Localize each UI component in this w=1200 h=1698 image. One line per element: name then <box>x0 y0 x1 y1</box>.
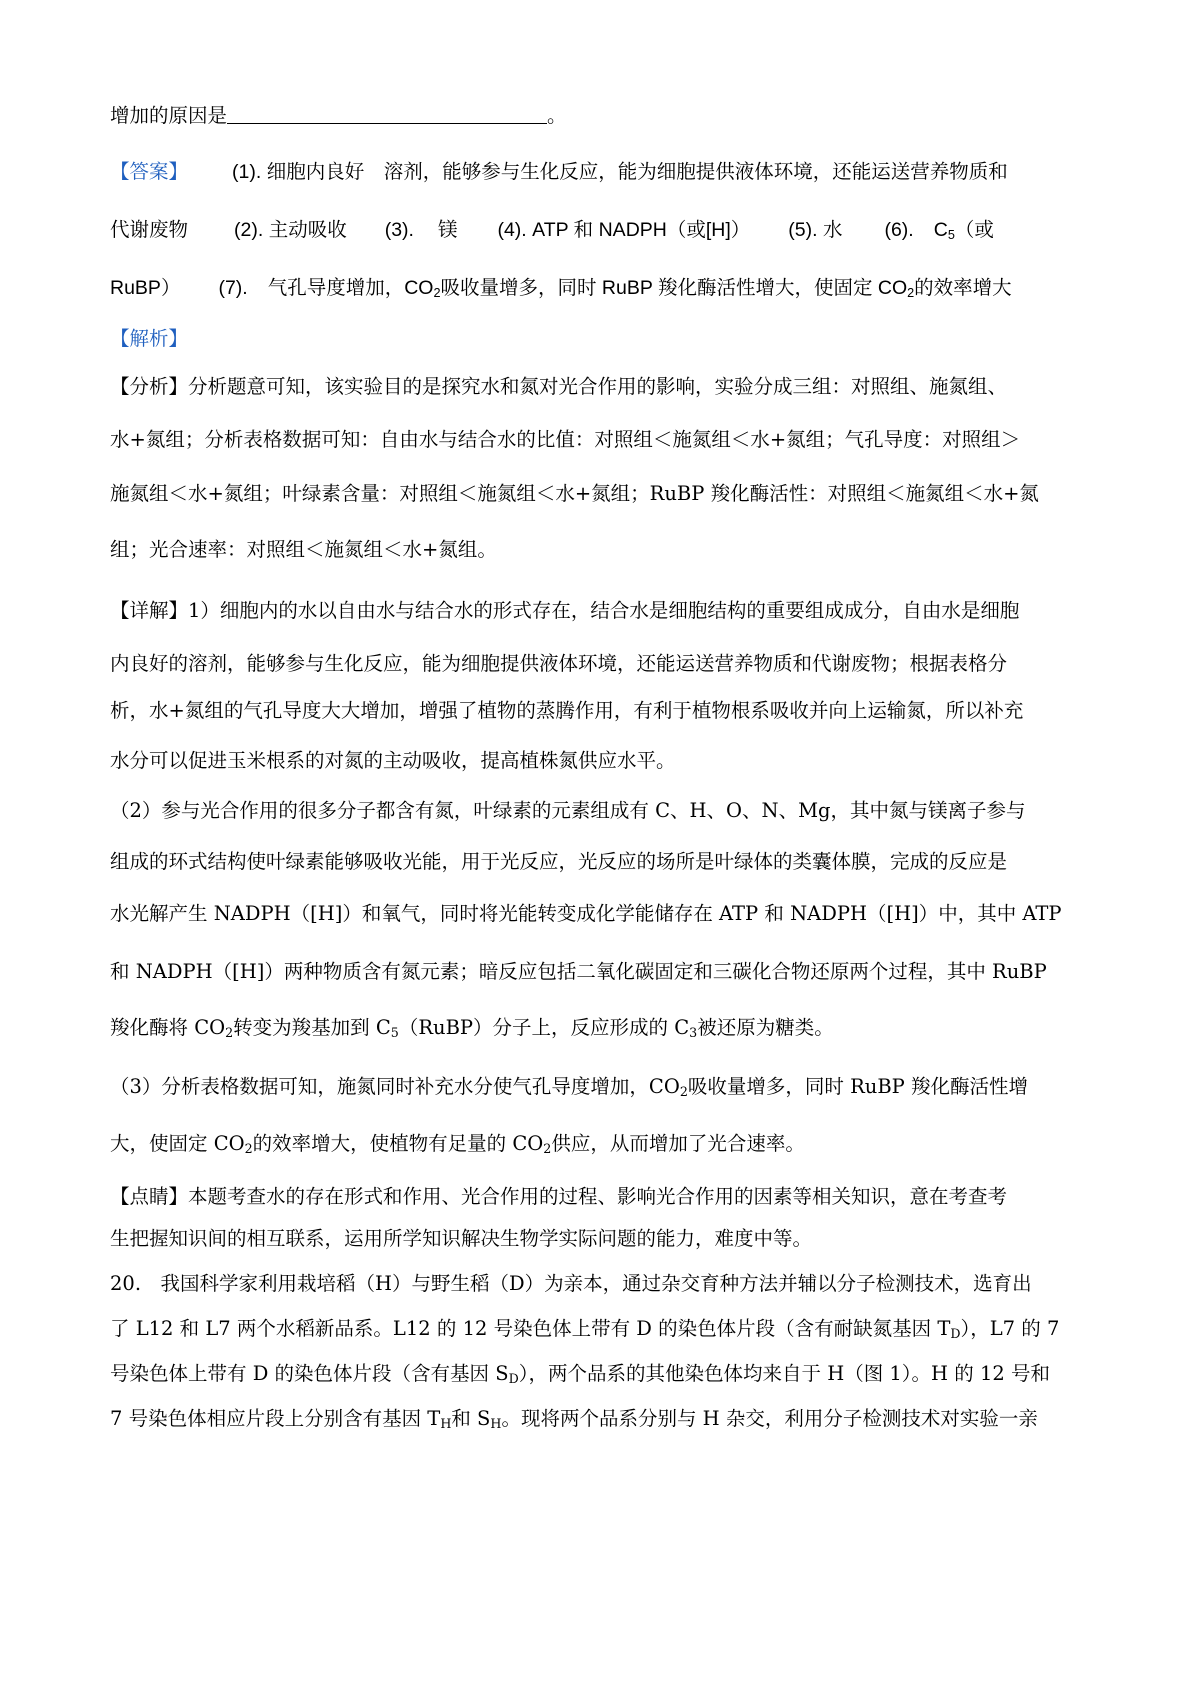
question-end: 。 <box>547 104 567 127</box>
analysis-fenxi-1 <box>110 373 1100 401</box>
detail-p1-3: 析，水+氮组的气孔导度大大增加，增强了植物的蒸腾作用，有利于植物根系吸收并向上运输氮，所以补充 <box>110 699 1024 722</box>
p2-last-c: （RuBP）分子上，反应形成的 C <box>398 1016 690 1039</box>
answer-num-5: (5). <box>788 219 818 241</box>
detail-p1-text: 1）细胞内的水以自由水与结合水的形式存在，结合水是细胞结构的重要组成成分，自由水是细胞 <box>188 599 1020 622</box>
answer-text-5: 水 <box>822 219 843 241</box>
answer-num-3: (3). <box>384 219 414 241</box>
p3-l2-s1: 2 <box>244 1141 253 1157</box>
answer-text-2: 主动吸收 <box>268 219 347 241</box>
dianjing-1 <box>110 1183 1100 1211</box>
q20-line-3 <box>110 1360 1100 1388</box>
detail-p2-1: （2）参与光合作用的很多分子都含有氮，叶绿素的元素组成有 C、H、O、N、Mg，其中氮与镁离子参与 <box>110 799 1026 822</box>
analysis-label: 【解析】 <box>110 327 189 350</box>
p2-last-b: 转变为羧基加到 C <box>233 1016 391 1039</box>
fenxi-label: 【分析】 <box>110 375 189 398</box>
answer-sub-6: 5 <box>947 228 955 243</box>
detail-p2-3: 水光解产生 NADPH（[H]）和氧气，同时将光能转变成化学能储存在 ATP 和 NADPH（[H]）中，其中 ATP <box>110 902 1062 925</box>
answer-text-3: 镁 <box>437 219 458 241</box>
fenxi-text: 分析题意可知，该实验目的是探究水和氮对光合作用的影响，实验分成三组：对照组、施氮组、 <box>188 375 1008 398</box>
answer-num-1: (1). <box>232 161 262 183</box>
p2-last-s3: 3 <box>689 1025 698 1041</box>
dianjing-label: 【点睛】 <box>110 1185 189 1208</box>
detail-p1-1 <box>110 597 1100 625</box>
q20-l4-s2: H <box>490 1416 502 1432</box>
detail-p1-4: 水分可以促进玉米根系的对氮的主动吸收，提高植株氮供应水平。 <box>110 749 676 772</box>
answer-text-7a: 气孔导度增加，CO <box>267 277 434 299</box>
detail-p3-1 <box>110 1073 1100 1101</box>
p2-last-s2: 5 <box>390 1025 399 1041</box>
answer-text-6b: （或 <box>954 219 994 241</box>
answer-sub-7b: 2 <box>907 286 915 301</box>
answer-line-1 <box>110 158 1100 186</box>
answer-num-2: (2). <box>234 219 264 241</box>
q20-line-1: 20. 我国科学家利用栽培稻（H）与野生稻（D）为亲本，通过杂交育种方法并辅以分子检测技术，选育出 <box>110 1272 1032 1295</box>
p3-l2-b: 的效率增大，使植物有足量的 CO <box>252 1132 544 1155</box>
answer-text-7b: 吸收量增多，同时 RuBP 羧化酶活性增大，使固定 CO <box>440 277 908 299</box>
p2-last-s1: 2 <box>225 1025 234 1041</box>
p3-l2-a: 大，使固定 CO <box>110 1132 245 1155</box>
question-tail <box>110 102 1100 130</box>
detail-p1-2: 内良好的溶剂，能够参与生化反应，能为细胞提供液体环境，还能运送营养物质和代谢废物；根据表格分 <box>110 652 1008 675</box>
q20-l3-s1: D <box>508 1371 519 1387</box>
dianjing-text: 本题考查水的存在形式和作用、光合作用的过程、影响光合作用的因素等相关知识，意在考查考 <box>188 1185 1008 1208</box>
answer-text-1: 细胞内良好 溶剂，能够参与生化反应，能为细胞提供液体环境，还能运送营养物质和 <box>266 161 1008 183</box>
dianjing-2: 生把握知识间的相互联系，运用所学知识解决生物学实际问题的能力，难度中等。 <box>110 1227 813 1250</box>
answer-line-3 <box>110 274 1100 302</box>
answer-text-6-cont: RuBP） <box>110 277 181 299</box>
q20-line-2 <box>110 1315 1100 1343</box>
q20-l4-b: 和 S <box>451 1407 491 1430</box>
q20-l3-b: ），两个品系的其他染色体均来自于 H（图 1）。H 的 12 号和 <box>518 1362 1050 1385</box>
answer-num-4: (4). <box>497 219 527 241</box>
answer-num-6: (6). <box>884 219 914 241</box>
q20-l3-a: 号染色体上带有 D 的染色体片段（含有基因 S <box>110 1362 509 1385</box>
q20-line-4 <box>110 1405 1100 1433</box>
q20-l4-a: 7 号染色体相应片段上分别含有基因 T <box>110 1407 441 1430</box>
analysis-fenxi-3: 施氮组＜水+氮组；叶绿素含量：对照组＜施氮组＜水+氮组；RuBP 羧化酶活性：对照组＜施氮组＜水+氮 <box>110 482 1039 505</box>
detail-p2-5 <box>110 1014 1100 1042</box>
p2-last-a: 羧化酶将 CO <box>110 1016 226 1039</box>
q20-l2-a: 了 L12 和 L7 两个水稻新品系。L12 的 12 号染色体上带有 D 的染色体片段（含有耐缺氮基因 T <box>110 1317 951 1340</box>
answer-text-6a: C <box>933 219 948 241</box>
p3-l2-c: 供应，从而增加了光合速率。 <box>551 1132 805 1155</box>
q20-l4-s1: H <box>440 1416 452 1432</box>
xiangjie-label: 【详解】 <box>110 599 189 622</box>
answer-line-2 <box>110 216 1100 244</box>
answer-text-1-cont: 代谢废物 <box>110 219 189 241</box>
answer-text-4: ATP 和 NADPH（或[H]） <box>532 219 751 241</box>
p3-l1-b: 吸收量增多，同时 RuBP 羧化酶活性增 <box>687 1075 1028 1098</box>
p3-l2-s2: 2 <box>543 1141 552 1157</box>
question-text: 增加的原因是 <box>110 104 228 127</box>
answer-text-7c: 的效率增大 <box>914 277 1012 299</box>
analysis-fenxi-4: 组；光合速率：对照组＜施氮组＜水+氮组。 <box>110 538 497 561</box>
q20-l4-c: 。现将两个品系分别与 H 杂交，利用分子检测技术对实验一亲 <box>501 1407 1038 1430</box>
answer-blank <box>227 103 547 124</box>
detail-p2-2: 组成的环式结构使叶绿素能够吸收光能，用于光反应，光反应的场所是叶绿体的类囊体膜，完成的反应是 <box>110 850 1008 873</box>
answer-num-7: (7). <box>218 277 248 299</box>
p2-last-d: 被还原为糖类。 <box>697 1016 834 1039</box>
p3-l1-a: （3）分析表格数据可知，施氮同时补充水分使气孔导度增加，CO <box>110 1075 680 1098</box>
q20-l2-b: ），L7 的 7 <box>960 1317 1060 1340</box>
q20-l2-s1: D <box>950 1326 961 1342</box>
detail-p3-2 <box>110 1130 1100 1158</box>
detail-p2-4: 和 NADPH（[H]）两种物质含有氮元素；暗反应包括二氧化碳固定和三碳化合物还原两个过程，其中 RuBP <box>110 960 1047 983</box>
answer-sub-7a: 2 <box>433 286 441 301</box>
p3-l1-s1: 2 <box>679 1084 688 1100</box>
analysis-fenxi-2: 水+氮组；分析表格数据可知：自由水与结合水的比值：对照组＜施氮组＜水+氮组；气孔导度：对照组＞ <box>110 428 1021 451</box>
answer-label: 【答案】 <box>110 161 189 183</box>
